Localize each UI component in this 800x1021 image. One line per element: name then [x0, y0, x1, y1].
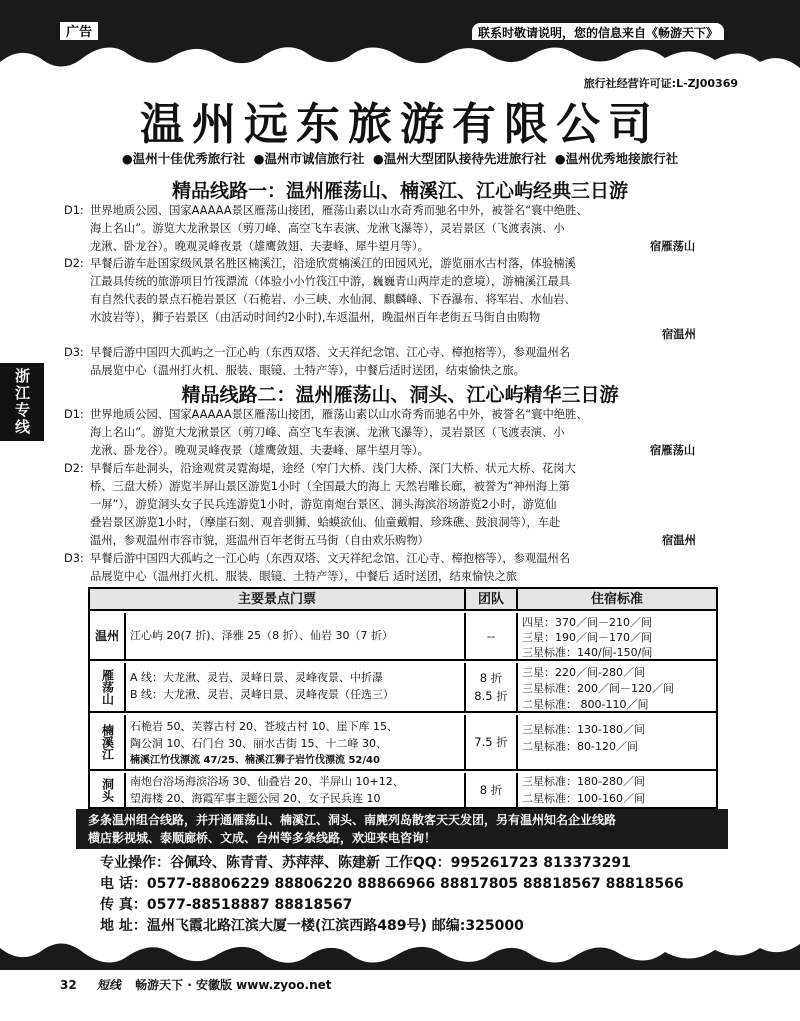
contact-label: 电 话：: [100, 876, 147, 892]
route1-day1: [64, 202, 712, 256]
promo-banner: [76, 809, 728, 849]
spots-line: B 线：大龙湫、灵岩、灵峰日景、灵峰夜景（任选三）: [130, 688, 395, 701]
table-row: [90, 663, 716, 713]
stay-line: 二星标准：100-160／间: [522, 792, 645, 805]
company-name: 温州远东旅游有限公司: [140, 99, 660, 150]
license-number: 旅行社经营许可证:L-ZJ00369: [583, 77, 738, 90]
stay-line: 四星：370／间－210／间: [522, 616, 652, 629]
route1-day2-stay: 宿温州: [662, 328, 696, 341]
day-line: 桥、三盘大桥）游览半屏山景区游览1小时（全国最大的海上 天然岩雕长廊，被誉为“神州海上第: [90, 480, 570, 493]
side-tab-zhejiang: 浙江专线: [0, 363, 44, 441]
day-line: 海上名山”。游览大龙湫景区（剪刀峰、高空飞车表演、龙湫飞瀑等），灵岩景区（飞渡表演、小: [90, 222, 565, 235]
table-row: [90, 715, 716, 771]
route2-day3: [64, 550, 712, 586]
stay-line: 三星：190／间－170／间: [522, 631, 652, 644]
route2-day1: [64, 406, 712, 460]
magazine-name: 畅游天下 · 安徽版 www.zyoo.net: [135, 978, 332, 992]
discount-line: 7.5 折: [474, 735, 508, 749]
discount-line: 8.5 折: [474, 689, 508, 703]
section-name: 短线: [96, 978, 121, 992]
discount-line: 8 折: [479, 671, 503, 685]
spots-line: 望海楼 20、海霞军事主题公园 20、女子民兵连 10: [130, 792, 381, 805]
header-spots: 主要景点门票: [90, 589, 466, 611]
stay-line: 三星标准：140/间-150/间: [522, 646, 653, 659]
day-line: 品展览中心（温州打火机、服装、眼镜、土特产等），中餐后 适时送团，结束愉快之旅: [90, 570, 518, 583]
day-line: 龙湫、卧龙谷）。晚观灵峰夜景（雄鹰敛翅、夫妻峰、犀牛望月等）。: [90, 240, 429, 253]
contact-value: 谷佩玲、陈青青、苏萍萍、陈建新 工作QQ：995261723 813373291: [170, 855, 631, 871]
route2-day2: [64, 460, 712, 550]
spots-cell: [126, 663, 466, 711]
spots-cell: [126, 613, 466, 659]
price-table: [88, 587, 718, 809]
day-line: 早餐后游车赴国家级风景名胜区楠溪江，沿途欣赏楠溪江的田园风光，游览丽水古村落，体验楠溪: [90, 257, 576, 270]
contact-phone: [100, 873, 684, 893]
discount-cell: [466, 613, 518, 659]
spots-line: 石桅岩 50、芙蓉古村 20、苍坡古村 10、崖下库 15、: [130, 720, 398, 733]
day-line: 早餐后游中国四大孤屿之一江心屿（东西双塔、文天祥纪念馆、江心寺、樟抱榕等），参观温州名: [90, 346, 571, 359]
day-line: 叠岩景区游览1小时，（摩崖石刻、观音驯狮、蛤蟆欲仙、仙童戴帽、珍珠礁、鼓浪洞等），车赴: [90, 516, 561, 529]
stay-line: 二星标准： 800-110／间: [522, 698, 649, 711]
discount-line: --: [486, 629, 496, 643]
table-row: [90, 773, 716, 807]
spots-line: 南炮台浴场海滨浴场 30、仙叠岩 20、半屏山 10+12、: [130, 775, 404, 788]
honor-item: ●温州大型团队接待先进旅行社: [372, 151, 547, 166]
discount-cell: [466, 715, 518, 769]
day-line: 世界地质公园、国家AAAAA景区雁荡山接团，雁荡山素以山水奇秀而驰名中外，被誉名“寰中绝胜、: [90, 408, 588, 421]
day-line: 水波岩等），狮子岩景区（由活动时间约2小时),车返温州，晚温州百年老街五马街自由购物: [90, 311, 541, 324]
contact-label: 专业操作：: [100, 855, 170, 871]
honor-item: ●温州十佳优秀旅行社: [121, 151, 246, 166]
contact-value: 0577-88806229 88806220 88866966 88817805 88818567 88818566: [146, 876, 684, 892]
banner-line: 横店影视城、泰顺廊桥、文成、台州等多条线路，欢迎来电咨询！: [88, 831, 437, 845]
table-row: [90, 613, 716, 661]
region-cell: 雁荡山: [90, 663, 126, 711]
day-line: 早餐后车赴洞头，沿途观赏灵霓海堤，途经（窄门大桥、浅门大桥、深门大桥、状元大桥、花岗大: [90, 462, 576, 475]
day-line: 海上名山”。游览大龙湫景区（剪刀峰、高空飞车表演、龙湫飞瀑等），灵岩景区（飞渡表演、小: [90, 426, 565, 439]
route2-day2-stay: 宿温州: [662, 534, 696, 547]
region-cell: 洞头: [90, 773, 126, 807]
stay-line: 三星标准：180-280／间: [522, 775, 645, 788]
day-line: 早餐后游中国四大孤屿之一江心屿（东西双塔、文天祥纪念馆、江心寺、樟抱榕等），参观温州名: [90, 552, 571, 565]
spots-line: A 线：大龙湫、灵岩、灵峰日景、灵峰夜景、中折瀑: [130, 671, 384, 684]
spots-line: 楠溪江竹伐漂流 47/25、楠溪江狮子岩竹伐漂流 52/40: [130, 755, 380, 766]
day-label: D2:: [64, 462, 84, 475]
spots-cell: [126, 715, 466, 769]
discount-cell: [466, 773, 518, 807]
day-line: 一屏”），游览洞头女子民兵连游览1小时，游览南炮台景区、洞头海滨浴场游览2小时，游览仙: [90, 498, 557, 511]
cloud-border-bottom: [0, 930, 800, 970]
contact-operators: [100, 852, 631, 872]
route1-day1-stay: 宿雁荡山: [650, 240, 696, 253]
day-line: 世界地质公园、国家AAAAA景区雁荡山接团，雁荡山素以山水奇秀而驰名中外，被誉名“寰中绝胜、: [90, 204, 588, 217]
day-label: D1:: [64, 408, 84, 421]
cloud-border-top: [0, 40, 800, 80]
contact-value: 0577-88518887 88818567: [146, 897, 353, 913]
honor-item: ●温州优秀地接旅行社: [554, 151, 679, 166]
stay-cell: [518, 613, 716, 659]
day-label: D3:: [64, 346, 84, 359]
page-footer: [60, 970, 740, 1000]
day-line: 温州，参观温州市容市貌，逛温州百年老街五马街（自由欢乐购物）: [90, 534, 429, 547]
stay-cell: [518, 663, 716, 711]
contact-label: 传 真：: [100, 897, 147, 913]
region-cell: 楠溪江: [90, 715, 126, 769]
day-line: 有自然代表的景点石桅岩景区（石桅岩、小三峡、水仙洞、麒麟峰、下吞瀑布、将军岩、水仙岩、: [90, 293, 576, 306]
stay-cell: [518, 715, 716, 769]
page-number: 32: [60, 978, 77, 992]
source-note: 联系时敬请说明，您的信息来自《畅游天下》: [472, 23, 724, 43]
ad-tag: 广告: [60, 22, 98, 44]
day-line: 品展览中心（温州打火机、服装、眼镜、土特产等），中餐后适时送团，结束愉快之旅。: [90, 364, 525, 377]
stay-line: 三星标准：130-180／间: [522, 723, 645, 736]
discount-line: 8 折: [479, 783, 503, 797]
banner-line: 多条温州组合线路，并开通雁荡山、楠溪江、洞头、南麂列岛散客天天发团，另有温州知名企业线路: [88, 813, 617, 827]
honor-item: ●温州市诚信旅行社: [253, 151, 365, 166]
day-line: 龙湫、卧龙谷）。晚观灵峰夜景（雄鹰敛翅、夫妻峰、犀牛望月等）。: [90, 444, 429, 457]
route1-day3: [64, 344, 712, 380]
contact-label: 地 址：: [100, 918, 147, 934]
stay-cell: [518, 773, 716, 807]
day-line: 江最具传统的旅游项目竹筏漂流（体验小小竹筏江中游，巍巍青山两岸走的意境），游楠溪江最具: [90, 275, 571, 288]
day-label: D1:: [64, 204, 84, 217]
header-stay: 住宿标准: [518, 589, 716, 611]
day-label: D2:: [64, 257, 84, 270]
day-label: D3:: [64, 552, 84, 565]
route1-day2: [64, 255, 712, 327]
region-cell: 温州: [90, 613, 126, 659]
route2-title: 精品线路二：温州雁荡山、洞头、江心屿精华三日游: [181, 384, 619, 406]
stay-line: 三星标准：200／间－120／间: [522, 682, 674, 695]
contact-fax: [100, 894, 352, 914]
route2-day1-stay: 宿雁荡山: [650, 444, 696, 457]
honors-line: [60, 149, 740, 167]
contact-value: 温州飞霞北路江滨大厦一楼(江滨西路489号) 邮编:325000: [146, 918, 524, 934]
spots-line: 江心屿 20(7 折)、泽雅 25（8 折）、仙岩 30（7 折）: [130, 629, 394, 642]
spots-line: 陶公洞 10、石门台 30、丽水古街 15、十二峰 30、: [130, 737, 387, 750]
stay-line: 二星标准：80-120／间: [522, 740, 638, 753]
header-discount: 团队: [466, 589, 518, 611]
discount-cell: [466, 663, 518, 711]
route1-title: 精品线路一：温州雁荡山、楠溪江、江心屿经典三日游: [171, 180, 628, 202]
spots-cell: [126, 773, 466, 807]
stay-line: 三星：220／间-280／间: [522, 666, 645, 679]
